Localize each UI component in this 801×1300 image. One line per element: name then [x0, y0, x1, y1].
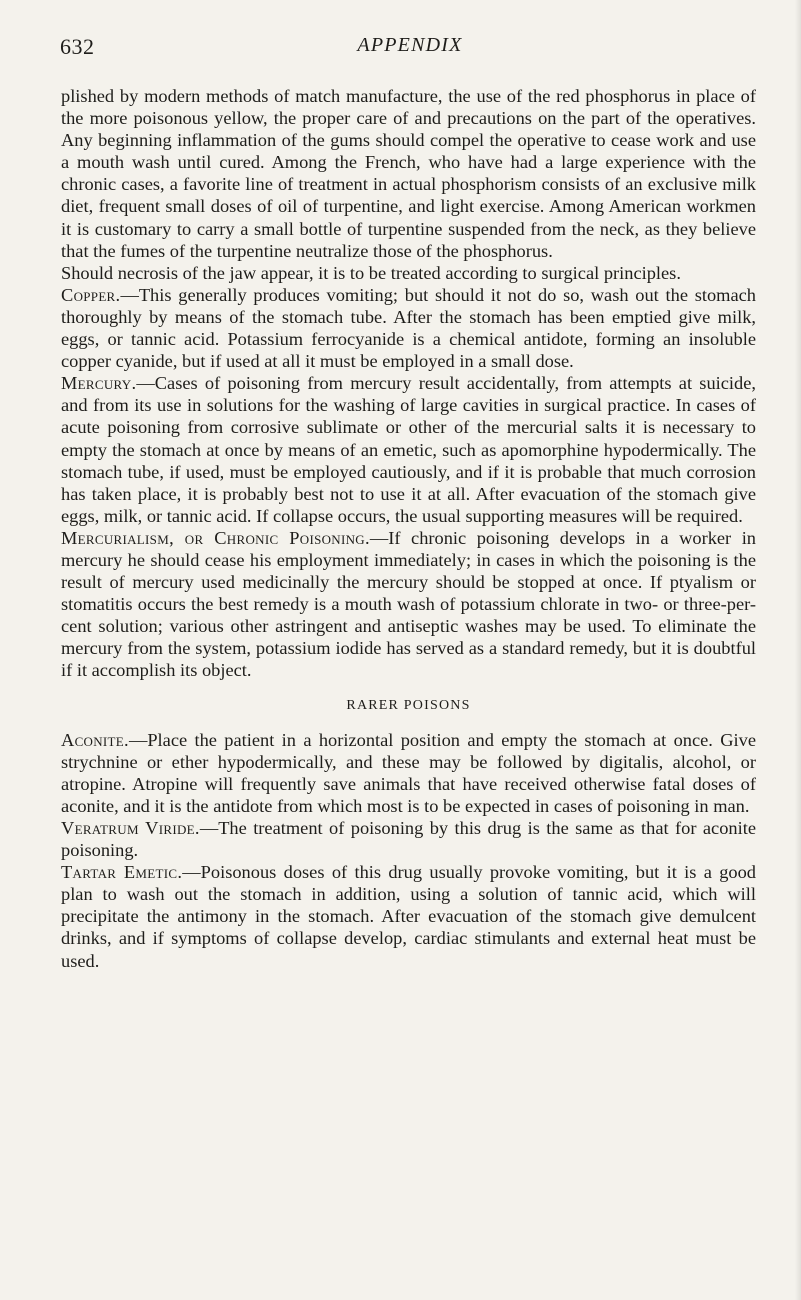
- page-header: [60, 34, 760, 64]
- paragraph-copper: [61, 284, 756, 372]
- running-head: APPENDIX: [357, 34, 463, 56]
- paragraph-text: —The treatment of poisoning by this drug is the same as that for aconite poisoning.: [61, 818, 756, 861]
- paragraph-text: —If chronic poisoning develops in a worker in mercury he should cease his employment immediately; in cases in which the poisoning is the result of mercury used medicinally the mercury should be stopped at once. If ptyalism or stomatitis occurs the best remedy is a mouth wash of potassium chlorate in two- or three-per-cent solution; various other astringent and antiseptic washes may be used. To eliminate the mercury from the system, potassium iodide has served as a standard remedy, but it is doubtful if it accomplish its object.: [61, 527, 756, 681]
- paragraph-text: Should necrosis of the jaw appear, it is to be treated according to surgical principles.: [61, 262, 681, 283]
- page-number: 632: [60, 34, 95, 59]
- paragraph-mercurialism: [61, 527, 756, 682]
- section-heading: RARER POISONS: [346, 697, 471, 713]
- paragraph-text: —Poisonous doses of this drug usually provoke vomiting, but it is a good plan to wash out the stomach in addition, using a solution of tannic acid, which will precipitate the antimony in the stomach. After evacuation of the stomach give demulcent drinks, and if symptoms of collapse develop, cardiac stimulants and external heat must be used.: [61, 862, 756, 971]
- paragraph-title: Tartar Emetic.: [61, 862, 183, 883]
- paragraph-text: —Place the patient in a horizontal position and empty the stomach at once. Give strychnine or ether hypodermically, and these may be followed by digitalis, alcohol, or atropine. Atropine will frequently save animals that have received otherwise fatal doses of aconite, and it is the antidote from which most is to be expected in cases of poisoning in man.: [61, 729, 756, 816]
- paragraph-phosphorus-continued: [61, 85, 756, 262]
- paragraph-title: Mercurialism, or Chronic Poisoning.: [61, 527, 370, 548]
- paragraph-necrosis: [61, 262, 756, 284]
- body-text: [61, 85, 756, 972]
- paragraph-title: Mercury.: [61, 373, 137, 394]
- paragraph-tartar-emetic: [61, 861, 756, 971]
- page-edge-shadow: [795, 0, 801, 1300]
- paragraph-veratrum-viride: [61, 817, 756, 861]
- paragraph-text: plished by modern methods of match manufacture, the use of the red phosphorus in place of the more poisonous yellow, the proper care of and precautions on the part of the operatives. Any beginning inflammation of the gums should compel the operative to cease work and use a mouth wash until cured. Among the French, who have had a large experience with the chronic cases, a favorite line of treatment in actual phosphorism consists of an exclusive milk diet, frequent small doses of oil of turpentine, and light exercise. Among American workmen it is customary to carry a small bottle of turpentine suspended from the neck, as they believe that the fumes of the turpentine neutralize those of the phosphorus.: [61, 86, 756, 261]
- paragraph-text: —Cases of poisoning from mercury result accidentally, from attempts at suicide, and from its use in solutions for the washing of large cavities in surgical practice. In cases of acute poisoning from corrosive sublimate or other of the mercurial salts it is necessary to empty the stomach at once by means of an emetic, such as apomorphine hypodermically. The stomach tube, if used, must be employed cautiously, and if it is probable that much corrosion has taken place, it is probably best not to use it at all. After evacuation of the stomach give eggs, milk, or tannic acid. If collapse occurs, the usual supporting measures will be required.: [61, 373, 756, 526]
- paragraph-mercury: [61, 372, 756, 527]
- paragraph-title: Copper.: [61, 284, 121, 305]
- paragraph-aconite: [61, 729, 756, 817]
- paragraph-title: Veratrum Viride.: [61, 818, 200, 838]
- paragraph-title: Aconite.: [61, 729, 129, 750]
- paragraph-text: —This generally produces vomiting; but should it not do so, wash out the stomach thoroughly by means of the stomach tube. After the stomach has been emptied give milk, eggs, or tannic acid. Potassium ferrocyanide is a chemical antidote, forming an insoluble copper cyanide, but if used at all it must be employed in a small dose.: [61, 284, 756, 372]
